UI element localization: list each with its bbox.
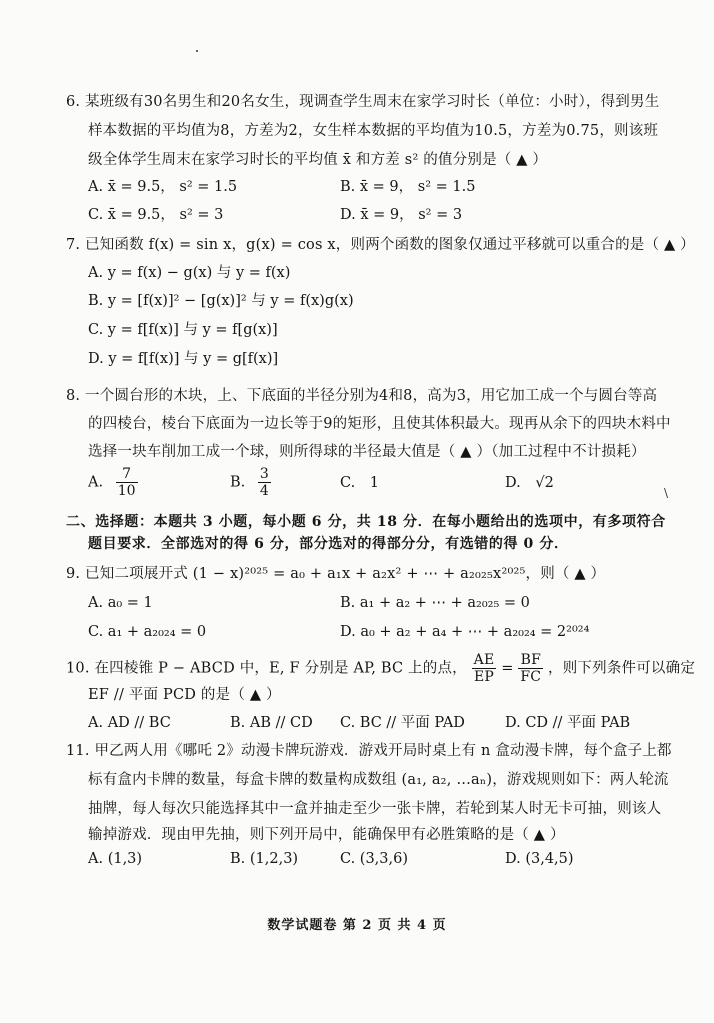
q8-option-c-value: 1 <box>369 475 380 491</box>
q10-fraction2-denominator: FC <box>520 669 542 685</box>
q10-option-b: B. AB // CD <box>230 715 313 731</box>
q6-option-d: D. x̄ = 9， s² = 3 <box>340 207 463 223</box>
q7-option-a: A. y = f(x) − g(x) 与 y = f(x) <box>88 265 291 281</box>
q9-option-c: C. a₁ + a₂₀₂₄ = 0 <box>88 624 207 640</box>
q7-option-d: D. y = f[f(x)] 与 y = g[f(x)] <box>88 351 279 367</box>
q6-stem-line2: 样本数据的平均值为8，方差为2，女生样本数据的平均值为10.5，方差为0.75，则该班 <box>88 123 659 139</box>
q8-option-a-label: A. <box>88 474 104 491</box>
q10-fraction1-numerator: AE <box>473 652 495 668</box>
q10-stem-line1-start: 10. 在四棱锥 P − ABCD 中，E, F 分别是 AP, BC 上的点， <box>66 660 467 677</box>
q11-stem-line2: 标有盒内卡牌的数量，每盒卡牌的数量构成数组 (a₁, a₂, …aₙ)，游戏规则如下：两人轮流 <box>88 772 669 788</box>
q10-fraction2-numerator: BF <box>518 652 543 669</box>
section2-instructions-line1: 二、选择题：本题共 3 小题，每小题 6 分，共 18 分．在每小题给出的选项中，有多项符合 <box>66 514 666 530</box>
q10-fraction1-denominator: EP <box>474 669 495 685</box>
q6-option-a: A. x̄ = 9.5， s² = 1.5 <box>88 179 238 195</box>
q7-option-c: C. y = f[f(x)] 与 y = f[g(x)] <box>88 322 278 338</box>
q8-option-b-fraction <box>258 466 271 499</box>
q8-option-a <box>88 466 138 499</box>
q10-option-d: D. CD // 平面 PAB <box>505 715 631 731</box>
section2-instructions-line2: 题目要求．全部选对的得 6 分，部分选对的得部分分，有选错的得 0 分． <box>88 536 569 552</box>
q10-fraction-ae-ep <box>472 652 497 685</box>
q10-equals-sign: = <box>501 660 514 677</box>
q11-option-d: D. (3,4,5) <box>505 851 574 867</box>
q8-option-b-denominator: 4 <box>259 483 269 499</box>
q11-option-c: C. (3,3,6) <box>340 851 409 867</box>
q10-stem-line1-end: ，则下列条件可以确定 <box>548 660 696 677</box>
q10-option-c: C. BC // 平面 PAD <box>340 715 465 731</box>
q7-stem: 7. 已知函数 f(x) = sin x，g(x) = cos x，则两个函数的图象仅通过平移就可以重合的是（ ▲ ） <box>66 237 695 253</box>
q11-stem-line4: 输掉游戏．现由甲先抽，则下列开局中，能确保甲有必胜策略的是（ ▲ ） <box>88 827 565 843</box>
q10-stem-line1 <box>66 652 695 685</box>
q9-option-d: D. a₀ + a₂ + a₄ + ⋯ + a₂₀₂₄ = 2²⁰²⁴ <box>340 624 590 640</box>
scan-mark: \ <box>664 486 669 500</box>
q10-stem-line2: EF // 平面 PCD 的是（ ▲ ） <box>88 687 281 703</box>
q8-option-c <box>340 474 379 492</box>
q8-option-a-numerator: 7 <box>116 466 138 483</box>
q8-option-d <box>505 474 554 492</box>
q9-stem: 9. 已知二项展开式 (1 − x)²⁰²⁵ = a₀ + a₁x + a₂x² + ⋯ + a₂₀₂₅x²⁰²⁵，则（ ▲ ） <box>66 566 606 582</box>
q8-stem-line2: 的四棱台，棱台下底面为一边长等于9的矩形，且使其体积最大。现再从余下的四块木料中 <box>88 416 671 432</box>
q6-option-b: B. x̄ = 9， s² = 1.5 <box>340 179 476 195</box>
scan-speck <box>196 50 198 52</box>
q10-fraction-bf-fc <box>518 652 543 685</box>
page-footer: 数学试题卷 第 2 页 共 4 页 <box>267 918 447 933</box>
q9-option-a: A. a₀ = 1 <box>88 595 153 611</box>
q6-stem-line3: 级全体学生周末在家学习时长的平均值 x̄ 和方差 s² 的值分别是（ ▲ ） <box>88 152 548 168</box>
q7-option-b: B. y = [f(x)]² − [g(x)]² 与 y = f(x)g(x) <box>88 293 354 309</box>
q6-stem-line1: 6. 某班级有30名男生和20名女生，现调查学生周末在家学习时长（单位：小时），得到男生 <box>66 94 660 110</box>
q8-option-b-label: B. <box>230 474 246 491</box>
q11-stem-line3: 抽牌，每人每次只能选择其中一盒并抽走至少一张卡牌，若轮到某人时无卡可抽，则该人 <box>88 801 662 817</box>
q11-option-b: B. (1,2,3) <box>230 851 299 867</box>
q8-stem-line1: 8. 一个圆台形的木块，上、下底面的半径分别为4和8，高为3，用它加工成一个与圆台等高 <box>66 388 658 404</box>
q8-option-a-denominator: 10 <box>117 483 136 499</box>
q8-option-b-numerator: 3 <box>259 466 269 482</box>
q8-option-c-label: C. <box>340 475 356 491</box>
q8-option-d-value: √2 <box>535 475 554 491</box>
q8-option-a-fraction <box>116 466 138 499</box>
q10-option-a: A. AD // BC <box>88 715 171 731</box>
q8-option-b <box>230 466 271 499</box>
q8-stem-line3: 选择一块车削加工成一个球，则所得球的半径最大值是（ ▲ ）（加工过程中不计损耗） <box>88 444 646 460</box>
q8-option-d-label: D. <box>505 475 521 491</box>
q11-option-a: A. (1,3) <box>88 851 143 867</box>
q6-option-c: C. x̄ = 9.5， s² = 3 <box>88 207 224 223</box>
q9-option-b: B. a₁ + a₂ + ⋯ + a₂₀₂₅ = 0 <box>340 595 530 611</box>
q11-stem-line1: 11. 甲乙两人用《哪吒 2》动漫卡牌玩游戏．游戏开局时桌上有 n 盒动漫卡牌，每个盒子上都 <box>66 743 672 759</box>
